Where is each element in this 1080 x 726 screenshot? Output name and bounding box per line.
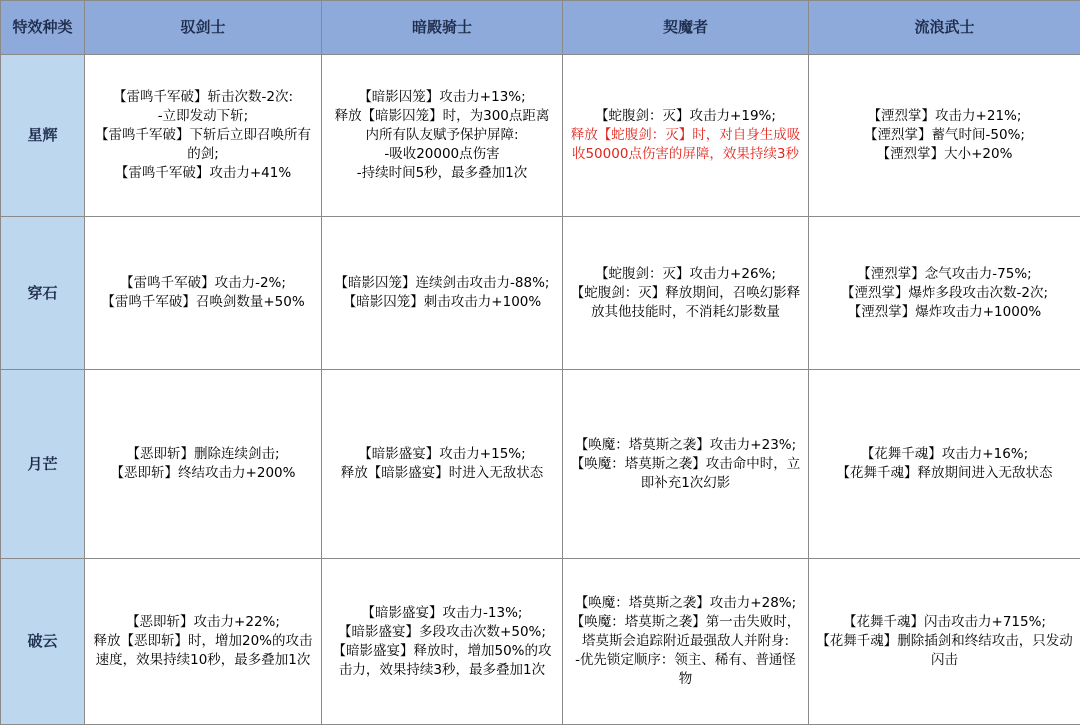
cell-line: 【蛇腹剑：灭】攻击力+26%; <box>595 265 776 282</box>
cell-line: 【湮烈掌】爆炸多段攻击次数-2次; <box>840 284 1048 301</box>
row-label: 星辉 <box>1 55 85 217</box>
cell-line: 【蛇腹剑：灭】攻击力+19%; <box>595 108 776 124</box>
table-cell <box>322 217 563 370</box>
cell-line: 【雷鸣千军破】攻击力-2%; <box>120 275 286 291</box>
cell-line: 【雷鸣千军破】召唤剑数量+50% <box>101 294 305 310</box>
table-cell <box>563 217 809 370</box>
table-cell <box>809 370 1080 559</box>
cell-line: 【暗影囚笼】攻击力+13%; <box>358 89 526 105</box>
highlighted-cell-line: 释放【蛇腹剑：灭】时，对自身生成吸收50000点伤害的屏障，效果持续3秒 <box>570 127 801 162</box>
header-demon-contractor: 契魔者 <box>563 1 809 55</box>
cell-line: 【暗影盛宴】多段攻击次数+50%; <box>338 623 546 640</box>
header-row <box>1 1 1080 55</box>
cell-line: 【唤魔：塔莫斯之袭】第一击失败时，塔莫斯会追踪附近最强敌人并附身: <box>570 614 801 649</box>
cell-line: 【恶即斩】终结攻击力+200% <box>110 465 296 481</box>
cell-line: 【花舞千魂】删除插剑和终结攻击，只发动闪击 <box>816 633 1073 668</box>
cell-line: 【暗影囚笼】连续剑击攻击力-88%; <box>334 275 550 291</box>
cell-line: 【湮烈掌】爆炸攻击力+1000% <box>847 303 1042 320</box>
row-label: 穿石 <box>1 217 85 370</box>
cell-line: 【花舞千魂】闪击攻击力+715%; <box>843 614 1046 630</box>
cell-line: 【雷鸣千军破】攻击力+41% <box>114 165 292 181</box>
cell-line: 【暗影盛宴】攻击力+15%; <box>358 446 526 462</box>
table-cell <box>809 559 1080 725</box>
cell-line: 【湮烈掌】蓄气时间-50%; <box>864 127 1025 143</box>
cell-line: 【湮烈掌】大小+20% <box>876 146 1013 162</box>
table-row <box>1 370 1080 559</box>
cell-line: 【暗影囚笼】刺击攻击力+100% <box>342 294 542 310</box>
header-dark-knight: 暗殿骑士 <box>322 1 563 55</box>
cell-line: 【花舞千魂】攻击力+16%; <box>860 446 1029 462</box>
cell-line: -立即发动下斩; <box>157 108 249 124</box>
table-cell <box>322 559 563 725</box>
table-cell <box>563 55 809 217</box>
cell-line: 【恶即斩】删除连续剑击; <box>126 446 280 462</box>
header-effect-type: 特效种类 <box>1 1 85 55</box>
table-row <box>1 55 1080 217</box>
cell-line: 释放【暗影盛宴】时进入无敌状态 <box>340 465 544 481</box>
table-cell <box>322 370 563 559</box>
cell-line: -持续时间5秒，最多叠加1次 <box>356 165 528 181</box>
cell-line: 【唤魔：塔莫斯之袭】攻击命中时，立即补充1次幻影 <box>570 455 801 491</box>
cell-line: 【恶即斩】攻击力+22%; <box>126 614 280 630</box>
cell-line: 【暗影盛宴】释放时，增加50%的攻击力，效果持续3秒，最多叠加1次 <box>332 642 552 678</box>
row-label: 破云 <box>1 559 85 725</box>
table-row <box>1 559 1080 725</box>
header-wandering-samurai: 流浪武士 <box>809 1 1080 55</box>
table-cell <box>85 559 322 725</box>
cell-line: 【唤魔：塔莫斯之袭】攻击力+28%; <box>574 595 797 611</box>
cell-line: 【雷鸣千军破】斩击次数-2次: <box>112 89 293 105</box>
table-cell <box>85 55 322 217</box>
cell-line: 【雷鸣千军破】下斩后立即召唤所有的剑; <box>95 127 311 162</box>
table-cell <box>322 55 563 217</box>
cell-line: 【湮烈掌】攻击力+21%; <box>867 108 1022 124</box>
table-row <box>1 217 1080 370</box>
cell-line: 【唤魔：塔莫斯之袭】攻击力+23%; <box>574 436 797 453</box>
table-cell <box>809 55 1080 217</box>
table-cell <box>809 217 1080 370</box>
cell-line: -吸收20000点伤害 <box>384 146 500 162</box>
cell-line: 【暗影盛宴】攻击力-13%; <box>361 604 523 621</box>
header-sword-master: 驭剑士 <box>85 1 322 55</box>
table-cell <box>85 217 322 370</box>
cell-line: -优先锁定顺序：领主、稀有、普通怪物 <box>575 652 796 687</box>
cell-line: 【蛇腹剑：灭】释放期间，召唤幻影释放其他技能时，不消耗幻影数量 <box>570 284 801 320</box>
cell-line: 释放【恶即斩】时，增加20%的攻击速度，效果持续10秒，最多叠加1次 <box>93 633 313 668</box>
table-cell <box>563 559 809 725</box>
row-label: 月芒 <box>1 370 85 559</box>
cell-line: 【湮烈掌】念气攻击力-75%; <box>857 265 1032 282</box>
cell-line: 【花舞千魂】释放期间进入无敌状态 <box>836 465 1053 481</box>
table-cell <box>85 370 322 559</box>
table-cell <box>563 370 809 559</box>
cell-line: 释放【暗影囚笼】时，为300点距离内所有队友赋予保护屏障: <box>334 108 550 143</box>
